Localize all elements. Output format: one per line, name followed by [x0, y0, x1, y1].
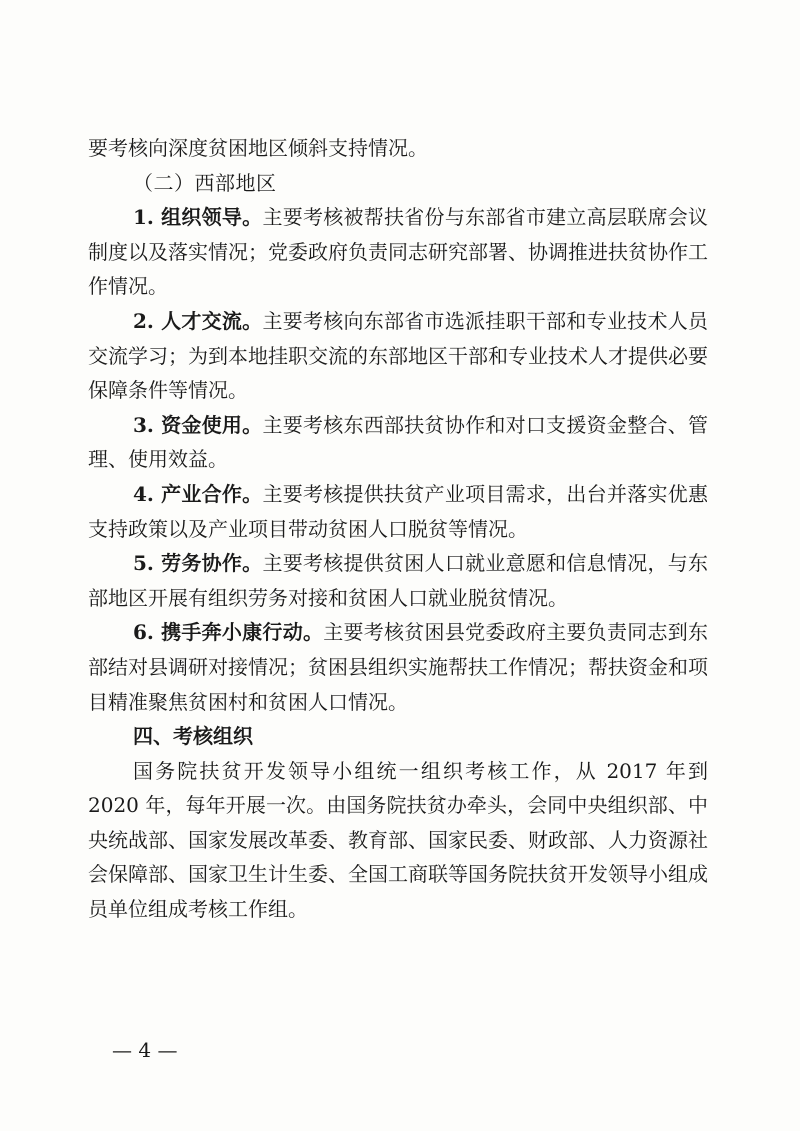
section-heading-west: （二）西部地区 — [133, 170, 277, 195]
part-paragraph: 国务院扶贫开发领导小组统一组织考核工作，从 2017 年到 2020 年，每年开展一次。由国务院扶贫办牵头，会同中央组织部、中央统战部、国家发展改革委、教育部、国家民委、财政部、人力资源社会保障部、国家卫生计生委、全国工商联等国务院扶贫开发领导小组成员单位组成考核工作组。 — [88, 758, 708, 922]
item-text: 主要考核东西部扶贫协作和对口支援资金整合、管理、使用效益。 — [88, 412, 709, 472]
item-text: 主要考核被帮扶省份与东部省市建立高层联席会议制度以及落实情况；党委政府负责同志研究部署、协调推进扶贫协作工作情况。 — [88, 205, 709, 299]
part-heading-assessment-organization: 四、考核组织 — [133, 724, 253, 749]
item-paragraph — [88, 304, 708, 408]
document-body — [88, 131, 708, 927]
item-paragraph — [88, 477, 708, 546]
item-text: 主要考核贫困县党委政府主要负责同志到东部结对县调研对接情况；贫困县组织实施帮扶工作情况；帮扶资金和项目精准聚焦贫困村和贫困人口情况。 — [88, 620, 709, 714]
item-heading: 5. 劳务协作。 — [133, 551, 263, 576]
item-paragraph — [88, 615, 708, 719]
item-paragraph — [88, 546, 708, 615]
page-number: — 4 — — [112, 1038, 178, 1062]
item-heading: 3. 资金使用。 — [133, 412, 263, 437]
item-text: 主要考核提供扶贫产业项目需求，出台并落实优惠支持政策以及产业项目带动贫困人口脱贫等情况。 — [88, 481, 709, 541]
item-text: 主要考核向东部省市选派挂职干部和专业技术人员交流学习；为到本地挂职交流的东部地区干部和专业技术人才提供必要保障条件等情况。 — [88, 308, 709, 403]
item-heading: 2. 人才交流。 — [133, 308, 263, 333]
continuation-paragraph: 要考核向深度贫困地区倾斜支持情况。 — [88, 136, 428, 160]
item-heading: 6. 携手奔小康行动。 — [133, 620, 324, 645]
item-paragraph — [88, 200, 708, 304]
item-paragraph — [88, 408, 708, 477]
item-heading: 4. 产业合作。 — [133, 481, 263, 506]
item-text: 主要考核提供贫困人口就业意愿和信息情况，与东部地区开展有组织劳务对接和贫困人口就业脱贫情况。 — [88, 551, 709, 610]
item-heading: 1. 组织领导。 — [133, 205, 263, 230]
